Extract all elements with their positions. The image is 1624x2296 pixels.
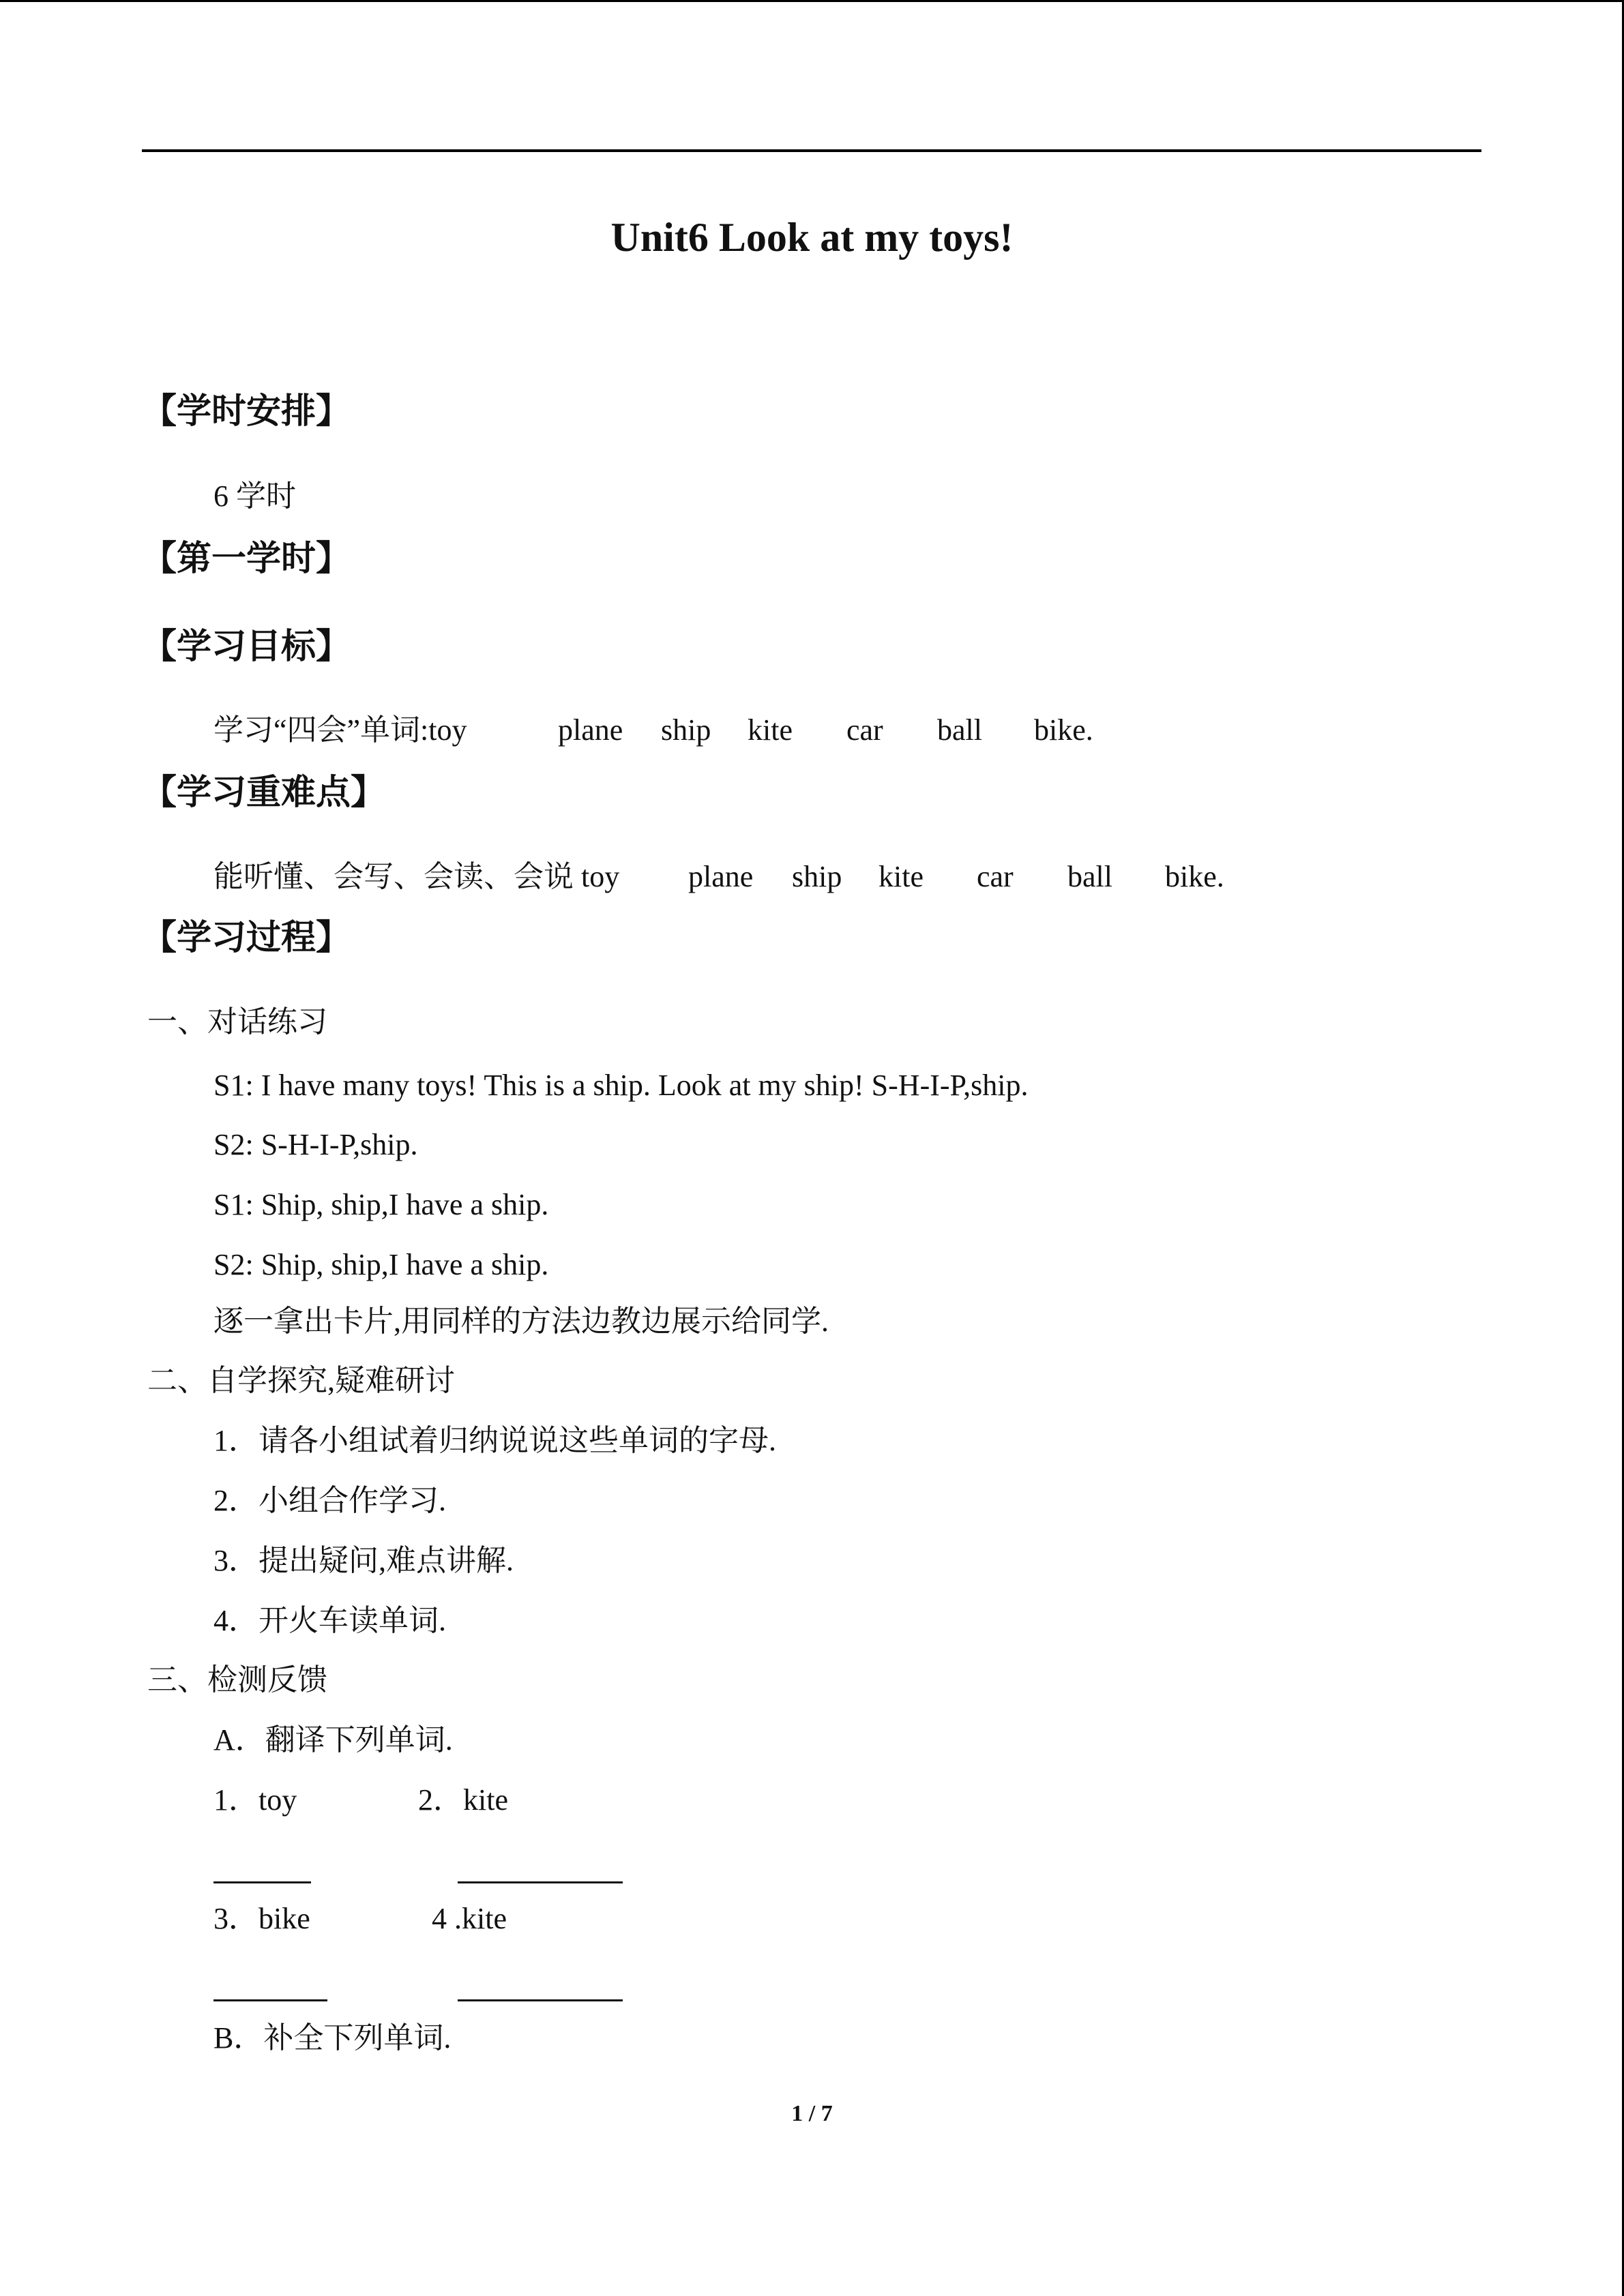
answer-blank-3[interactable] <box>213 1999 327 2001</box>
goals-intro: 学习“四会”单词:toy <box>213 713 467 747</box>
exercise-a-label: A．翻译下列单词. <box>213 1723 453 1757</box>
page-number: 1 / 7 <box>791 2101 833 2126</box>
answer-blank-2[interactable] <box>458 1881 623 1883</box>
part2-item: 2．小组合作学习. <box>213 1484 446 1517</box>
dialogue-line: S2: Ship, ship,I have a ship. <box>213 1248 549 1281</box>
vocab-word: plane <box>688 860 754 893</box>
dialogue-line: S2: S-H-I-P,ship. <box>213 1128 418 1161</box>
vocab-word: ball <box>937 713 982 747</box>
vocab-word: car <box>977 860 1014 893</box>
part3-heading: 三、检测反馈 <box>147 1663 327 1697</box>
vocab-word: bike. <box>1165 860 1224 893</box>
dialogue-note: 逐一拿出卡片,用同样的方法边教边展示给同学. <box>213 1304 829 1338</box>
goals-heading: 【学习目标】 <box>142 627 351 667</box>
vocab-word: ball <box>1067 860 1112 893</box>
vocab-word: car <box>846 713 883 747</box>
question-3: 3．bike <box>213 1902 310 1935</box>
question-1: 1．toy <box>213 1783 297 1817</box>
vocab-word: plane <box>558 713 623 747</box>
part1-heading: 一、对话练习 <box>147 1005 327 1039</box>
difficulty-heading: 【学习重难点】 <box>142 773 386 813</box>
vocab-word: kite <box>748 713 793 747</box>
answer-blank-1[interactable] <box>213 1881 311 1883</box>
header-rule <box>142 149 1481 152</box>
dialogue-line: S1: I have many toys! This is a ship. Look at my ship! S-H-I-P,ship. <box>213 1069 1029 1102</box>
page-top-border <box>0 0 1624 2</box>
answer-blank-4[interactable] <box>458 1999 623 2001</box>
part2-item: 4．开火车读单词. <box>213 1604 446 1637</box>
lesson1-heading: 【第一学时】 <box>142 539 351 579</box>
process-heading: 【学习过程】 <box>142 918 351 958</box>
vocab-word: ship <box>792 860 842 893</box>
question-2: 2．kite <box>418 1783 508 1817</box>
schedule-text: 6 学时 <box>213 479 296 513</box>
part2-item: 1．请各小组试着归纳说说这些单词的字母. <box>213 1424 776 1457</box>
schedule-heading: 【学时安排】 <box>142 391 351 432</box>
vocab-word: ship <box>661 713 711 747</box>
dialogue-line: S1: Ship, ship,I have a ship. <box>213 1188 549 1221</box>
part2-heading: 二、自学探究,疑难研讨 <box>147 1364 455 1397</box>
page-title: Unit6 Look at my toys! <box>610 215 1014 260</box>
exercise-b-label: B．补全下列单词. <box>213 2021 452 2055</box>
difficulty-intro: 能听懂、会写、会读、会说 toy <box>213 860 620 893</box>
question-4: 4 .kite <box>432 1902 507 1935</box>
part2-item: 3．提出疑问,难点讲解. <box>213 1544 514 1577</box>
vocab-word: bike. <box>1034 713 1093 747</box>
vocab-word: kite <box>879 860 924 893</box>
